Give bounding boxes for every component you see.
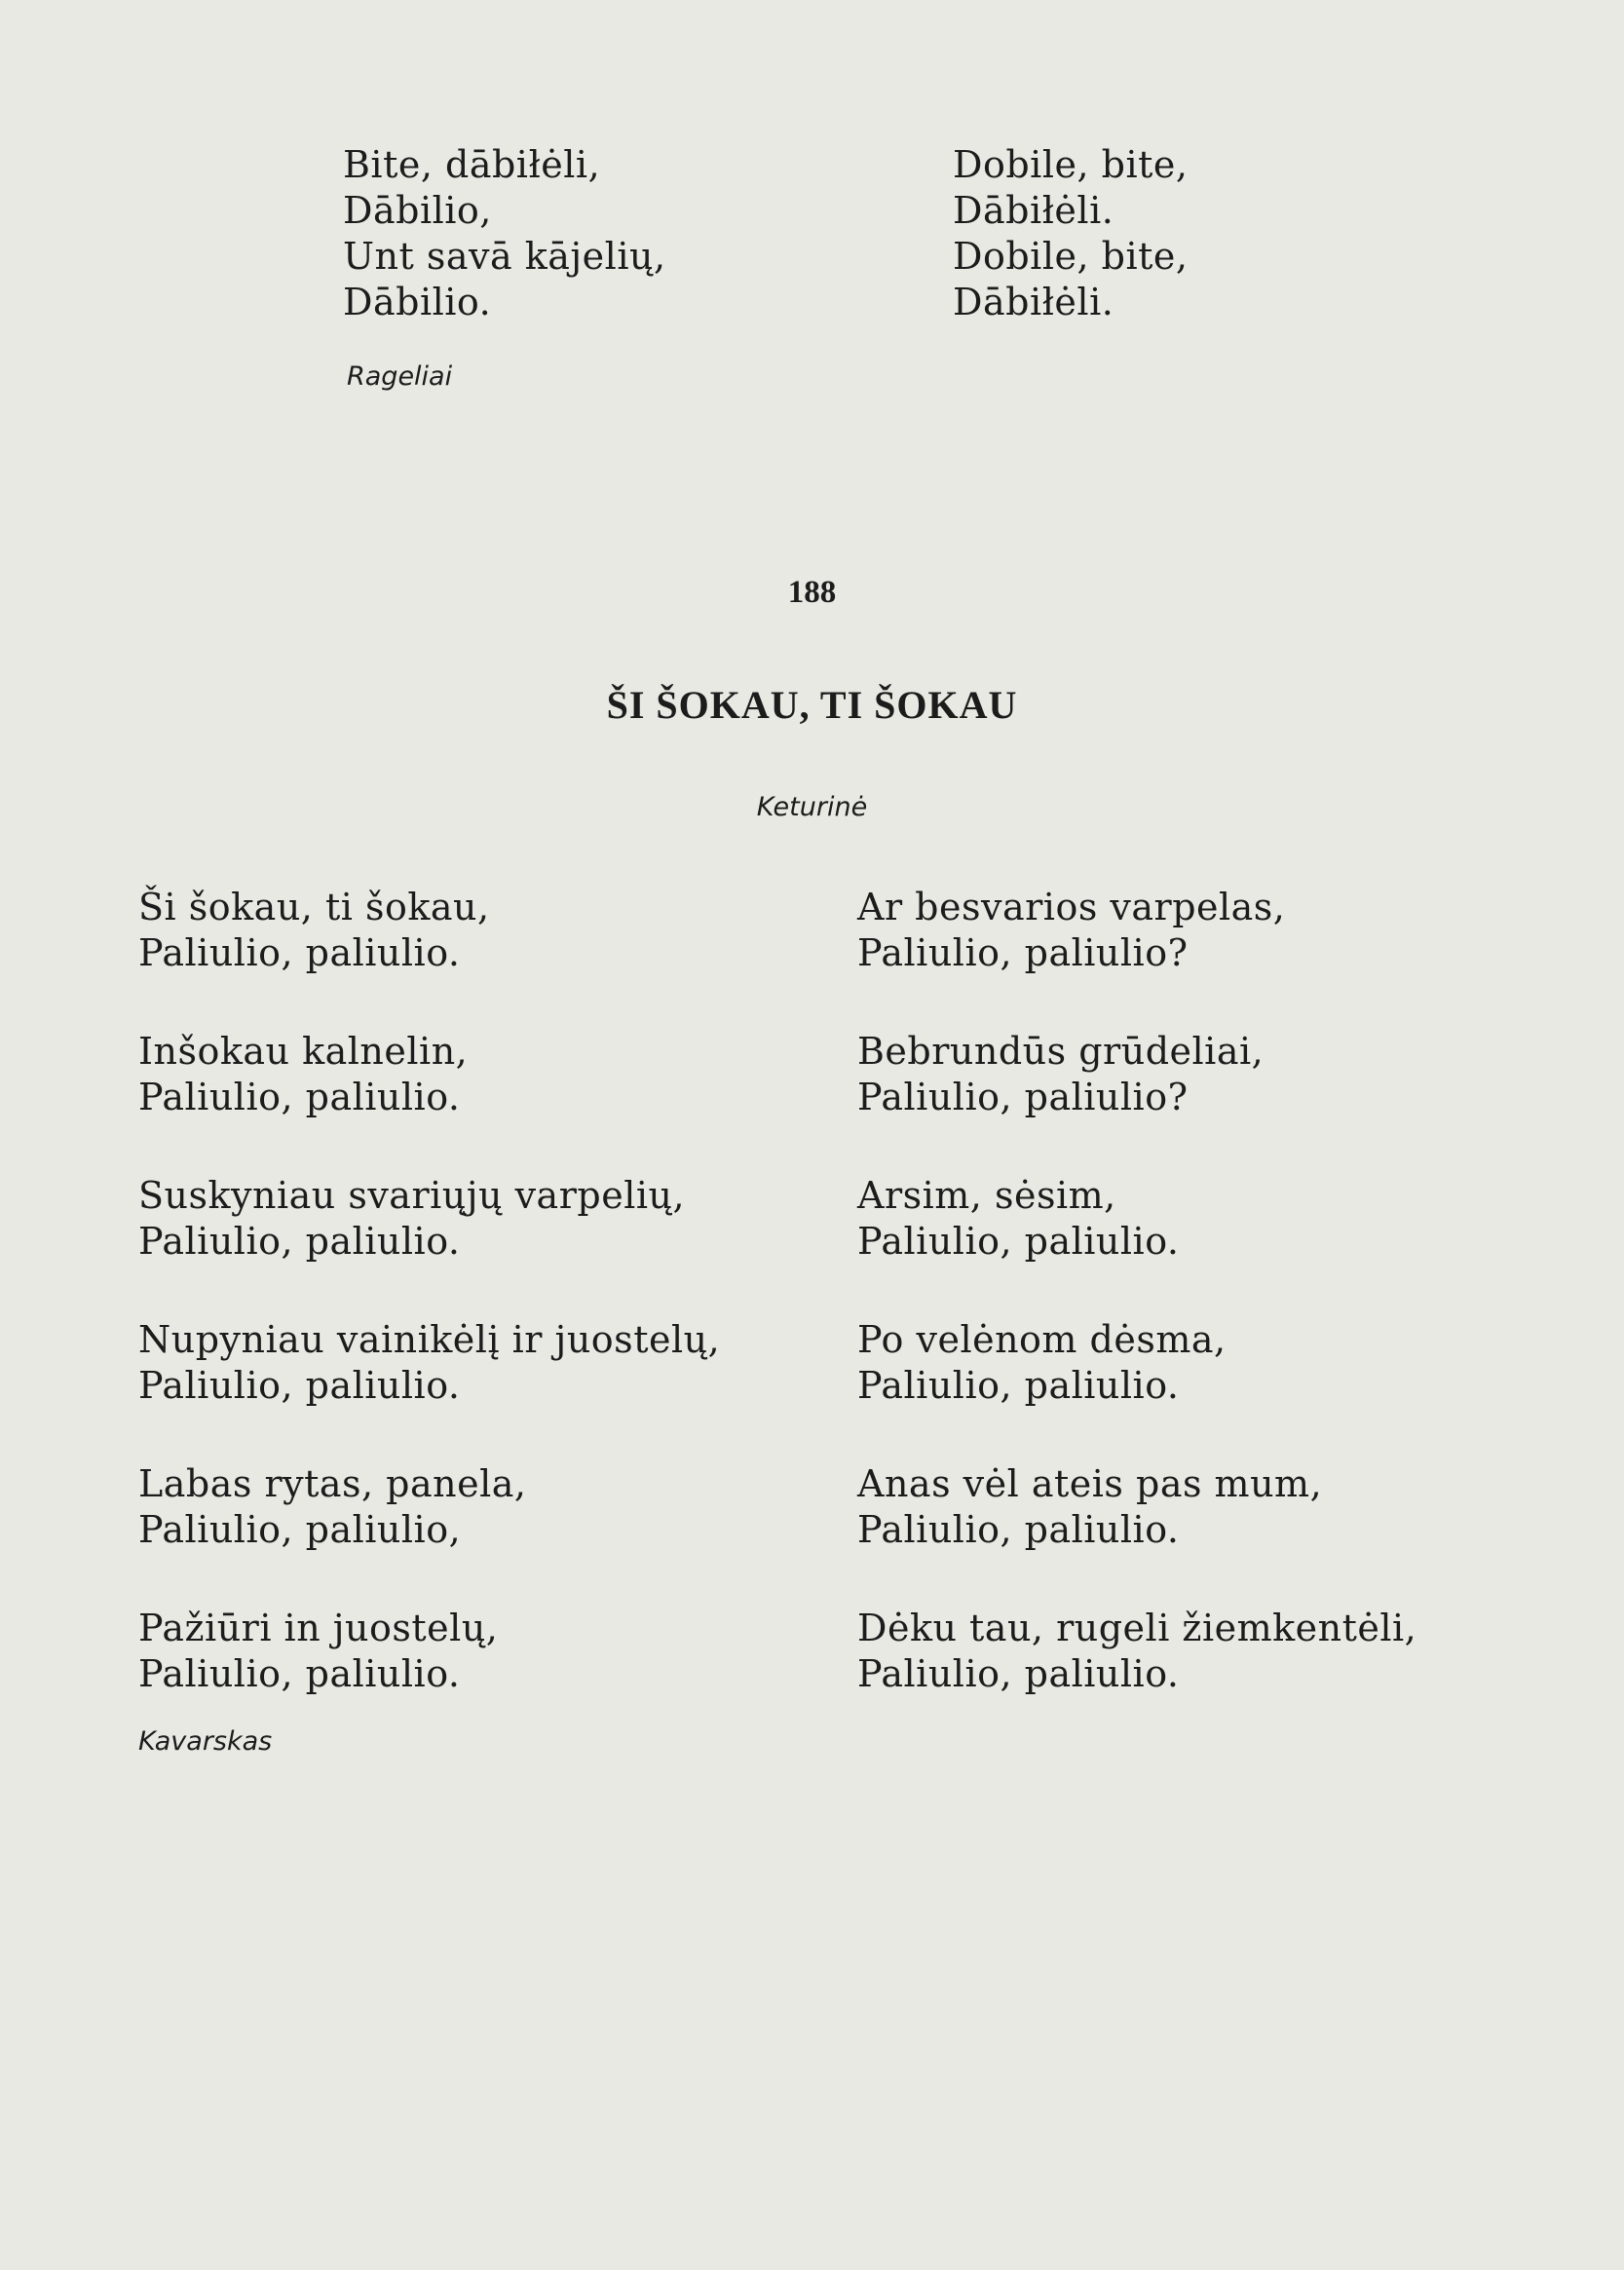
song-subtitle: Keturinė [756, 792, 868, 822]
verse-line: Po velėnom dėsma, [857, 1318, 1227, 1361]
verse-line: Inšokau kalnelin, [138, 1030, 469, 1073]
verse-line: Suskyniau svariųjų varpelių, [138, 1174, 686, 1217]
verse-line: Anas vėl ateis pas mum, [857, 1462, 1323, 1505]
song-title: ŠI ŠOKAU, TI ŠOKAU [606, 683, 1018, 727]
stanza [138, 1173, 720, 1265]
verse-line: Dābiłėli. [953, 189, 1114, 232]
verse-line: Paliulio, paliulio? [857, 931, 1189, 974]
song-left-column [138, 885, 720, 1757]
verse-line: Pažiūri in juostelų, [138, 1607, 499, 1649]
verse-line: Unt savā kājelių, [343, 235, 666, 278]
stanza [857, 1606, 1416, 1697]
verse-line: Dobile, bite, [953, 143, 1189, 186]
verse-line: Bebrundūs grūdeliai, [857, 1030, 1265, 1073]
verse-line: Paliulio, paliulio. [138, 931, 461, 974]
verse-line: Arsim, sėsim, [857, 1174, 1116, 1217]
stanza [857, 1029, 1416, 1120]
stanza [857, 885, 1416, 976]
verse-line: Bite, dābiłėli, [343, 143, 601, 186]
stanza [857, 1173, 1416, 1265]
top-poem-credit: Rageliai [347, 361, 453, 392]
verse-line: Paliulio, paliulio. [857, 1652, 1180, 1695]
verse-line: Paliulio, paliulio. [857, 1220, 1180, 1263]
verse-line: Paliulio, paliulio, [138, 1508, 462, 1551]
top-poem-left [343, 142, 666, 325]
stanza [138, 1317, 720, 1409]
top-poem-right [953, 142, 1188, 325]
verse-line: Paliulio, paliulio. [857, 1364, 1180, 1407]
verse-line: Paliulio, paliulio. [138, 1364, 461, 1407]
verse-line: Paliulio, paliulio? [857, 1076, 1189, 1118]
song-credit: Kavarskas [138, 1726, 273, 1757]
verse-line: Dobile, bite, [953, 235, 1189, 278]
stanza [138, 1461, 720, 1553]
stanza [138, 885, 720, 976]
verse-line: Paliulio, paliulio. [138, 1220, 461, 1263]
verse-line: Nupyniau vainikėlį ir juostelų, [138, 1318, 721, 1361]
verse-line: Dābilio, [343, 189, 492, 232]
stanza [138, 1029, 720, 1120]
stanza [857, 1317, 1416, 1409]
verse-line: Labas rytas, panela, [138, 1462, 527, 1505]
stanza [857, 1461, 1416, 1553]
verse-line: Dābiłėli. [953, 281, 1114, 323]
verse-line: Paliulio, paliulio. [138, 1652, 461, 1695]
song-number: 188 [787, 575, 837, 610]
verse-line: Dābilio. [343, 281, 492, 323]
verse-line: Dėku tau, rugeli žiemkentėli, [857, 1607, 1417, 1649]
verse-line: Ar besvarios varpelas, [857, 886, 1286, 928]
verse-line: Ši šokau, ti šokau, [138, 886, 490, 928]
verse-line: Paliulio, paliulio. [138, 1076, 461, 1118]
song-right-column [857, 885, 1416, 1750]
verse-line: Paliulio, paliulio. [857, 1508, 1180, 1551]
stanza [138, 1606, 720, 1697]
